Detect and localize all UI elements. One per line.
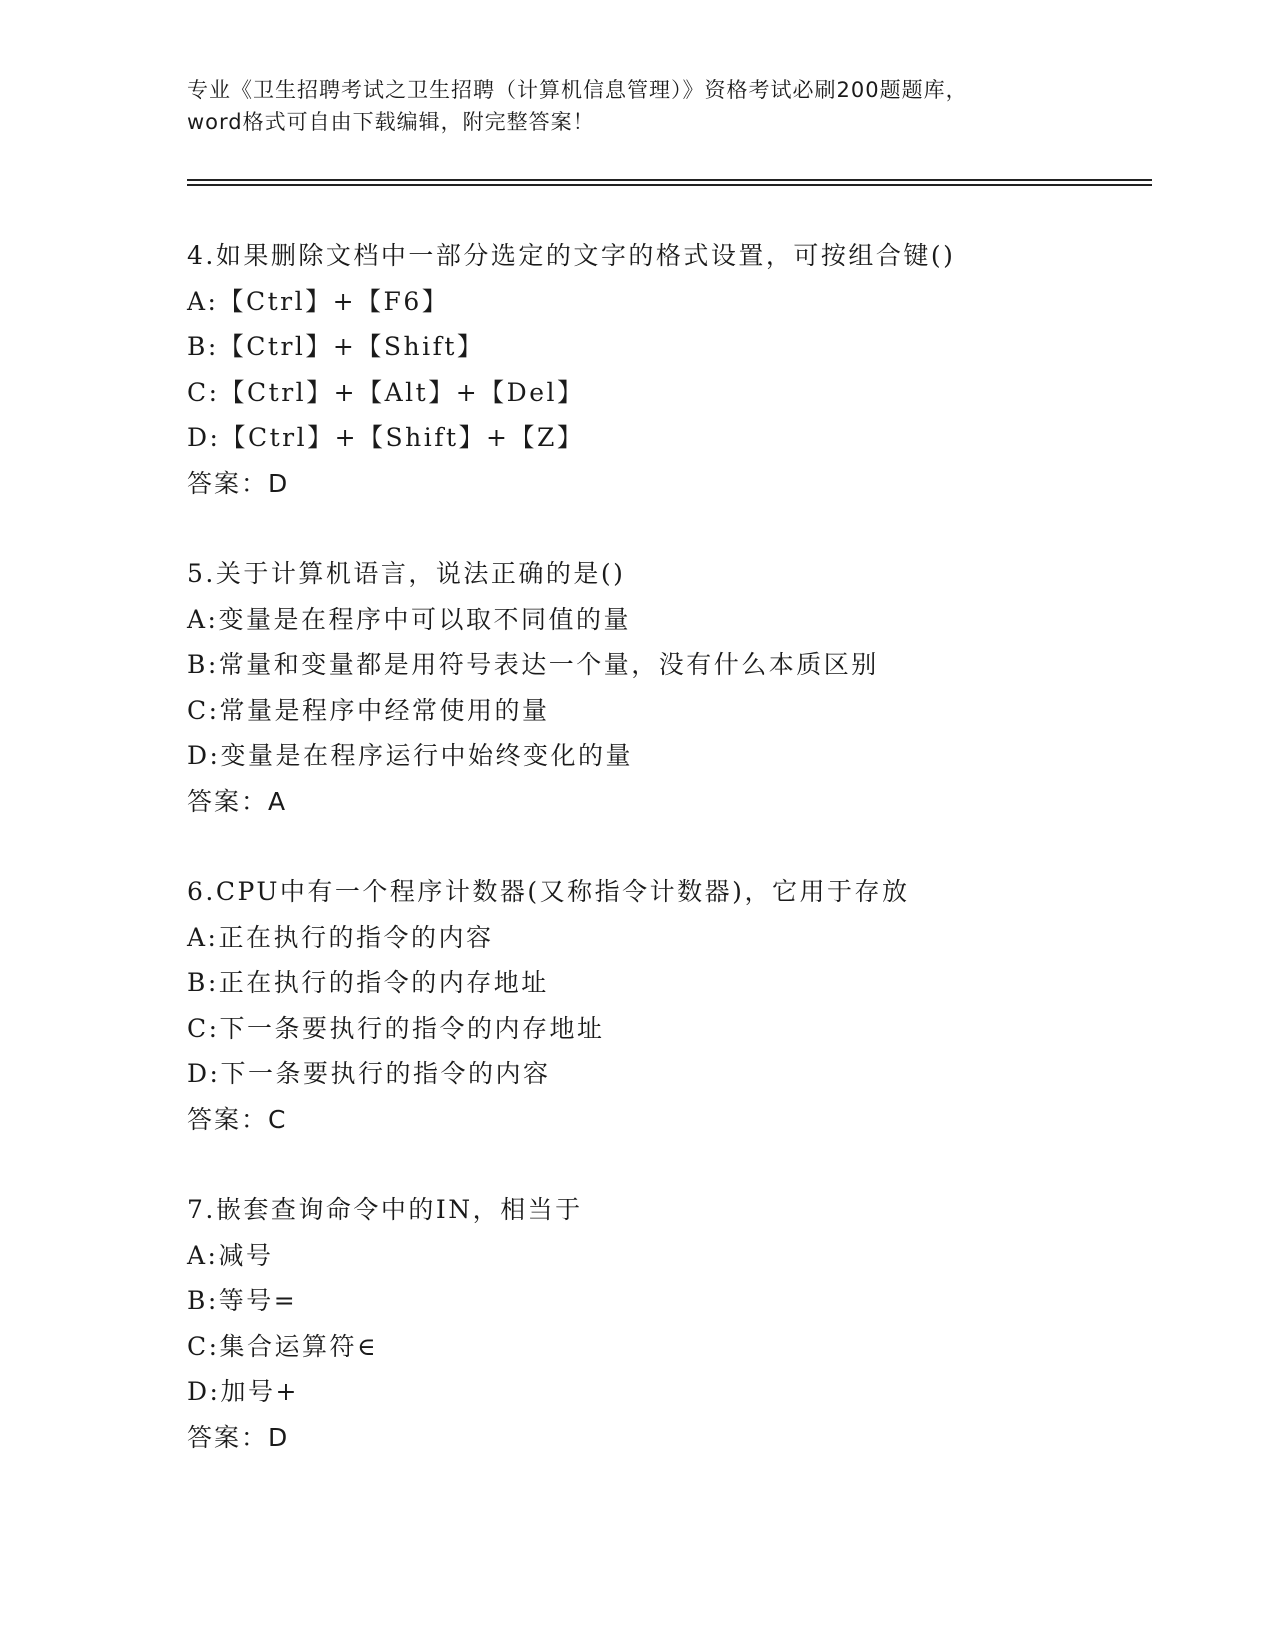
question-stem: 7.嵌套查询命令中的IN，相当于 [187, 1195, 583, 1224]
option-b: B:【Ctrl】+【Shift】 [187, 332, 485, 361]
question-stem: 4.如果删除文档中一部分选定的文字的格式设置，可按组合键() [187, 241, 956, 270]
question-7 [187, 1187, 1147, 1460]
option-d: D:【Ctrl】+【Shift】+【Z】 [187, 423, 585, 452]
header-line-1: 专业《卫生招聘考试之卫生招聘（计算机信息管理）》资格考试必刷200题题库， [187, 78, 968, 102]
option-d: D:加号+ [187, 1377, 299, 1406]
option-b: B:正在执行的指令的内存地址 [187, 968, 549, 997]
option-c: C:下一条要执行的指令的内存地址 [187, 1013, 605, 1043]
option-c: C:常量是程序中经常使用的量 [187, 695, 550, 725]
option-c: C:【Ctrl】+【Alt】+【Del】 [187, 377, 585, 407]
option-b: B:等号= [187, 1286, 298, 1315]
header-line-2: word格式可自由下载编辑，附完整答案！ [187, 110, 595, 134]
option-a: A:变量是在程序中可以取不同值的量 [187, 604, 631, 634]
option-d: D:下一条要执行的指令的内容 [187, 1059, 551, 1088]
answer-line: 答案：A [187, 786, 288, 816]
document-header [187, 74, 1087, 138]
header-divider-bottom [187, 184, 1152, 186]
answer-line: 答案：D [187, 1422, 290, 1452]
question-4 [187, 233, 1147, 506]
question-6 [187, 869, 1147, 1142]
option-a: A:正在执行的指令的内容 [187, 922, 494, 952]
option-a: A:【Ctrl】+【F6】 [187, 286, 450, 316]
option-d: D:变量是在程序运行中始终变化的量 [187, 741, 633, 770]
question-stem: 6.CPU中有一个程序计数器(又称指令计数器)，它用于存放 [187, 877, 910, 906]
answer-line: 答案：D [187, 468, 290, 498]
option-b: B:常量和变量都是用符号表达一个量，没有什么本质区别 [187, 650, 879, 679]
question-stem: 5.关于计算机语言，说法正确的是() [187, 559, 626, 588]
question-5 [187, 551, 1147, 824]
header-divider-top [187, 179, 1152, 181]
answer-line: 答案：C [187, 1104, 288, 1134]
option-c: C:集合运算符∈ [187, 1331, 379, 1361]
option-a: A:减号 [187, 1240, 274, 1270]
